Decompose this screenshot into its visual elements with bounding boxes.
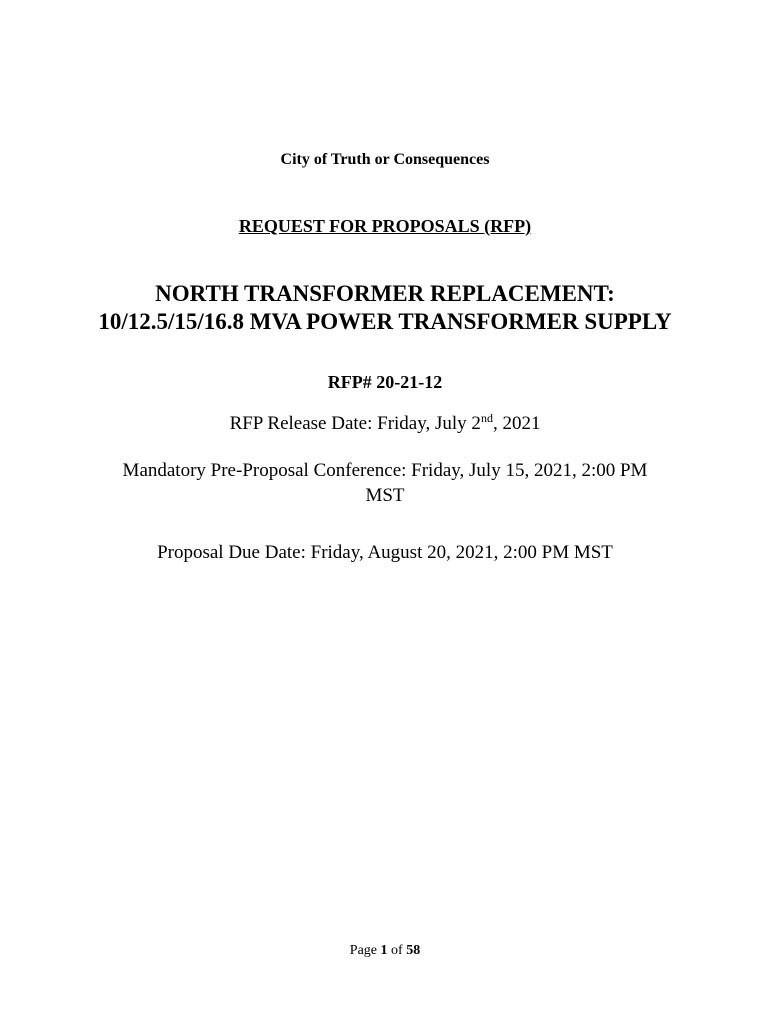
footer-total-pages: 58 [406,943,421,958]
rfp-heading: REQUEST FOR PROPOSALS (RFP) [238,216,532,236]
release-date-prefix: RFP Release Date: Friday, July 2 [229,413,481,434]
organization-name: City of Truth or Consequences [280,151,490,168]
release-date-ordinal: nd [480,411,493,425]
footer-current-page: 1 [380,943,388,958]
release-date [0,413,770,435]
footer-of-word: of [391,943,403,958]
page-footer [0,943,770,959]
footer-page-word: Page [349,943,378,958]
rfp-number: RFP# 20-21-12 [327,372,443,392]
proposal-due-date: Proposal Due Date: Friday, August 20, 2021, 2:00 PM MST [157,542,613,563]
document-title-line-2: 10/12.5/15/16.8 MVA POWER TRANSFORMER SUPPLY [98,309,672,334]
document-title-line-1: NORTH TRANSFORMER REPLACEMENT: [155,281,615,306]
release-date-suffix: , 2021 [492,413,541,434]
conference-line-1: Mandatory Pre-Proposal Conference: Friday, July 15, 2021, 2:00 PM [122,460,648,481]
conference-line-2: MST [365,485,405,506]
